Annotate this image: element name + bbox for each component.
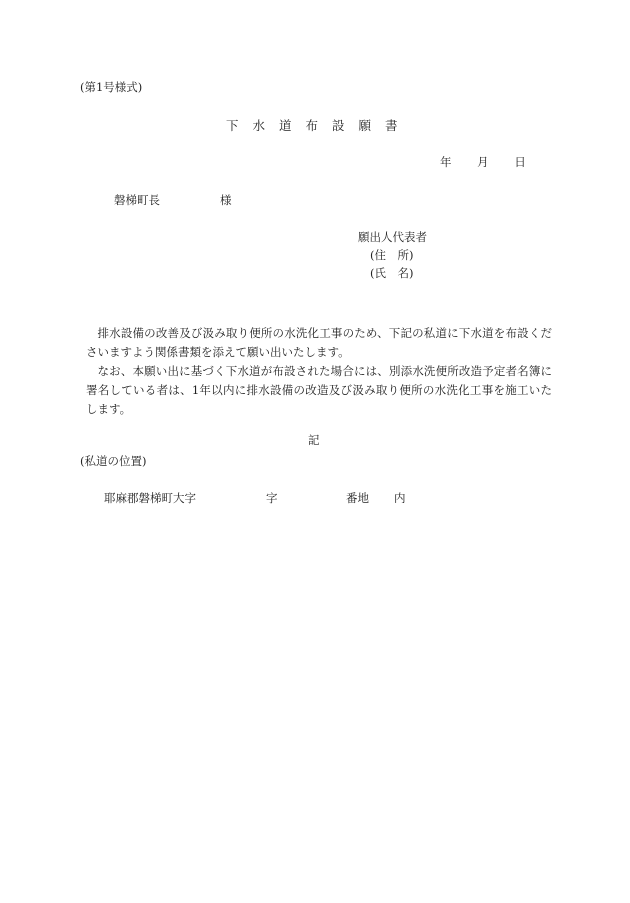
location-banchi: 番地 (346, 491, 369, 505)
form-number: (第1号様式) (80, 80, 143, 94)
applicant-address-label: (住 所) (370, 248, 414, 262)
applicant-title: 願出人代表者 (358, 230, 427, 244)
applicant-name-label: (氏 名) (370, 266, 414, 280)
addressee-honorific: 様 (220, 193, 232, 207)
body-text (86, 324, 552, 419)
location-prefix: 耶麻郡磐梯町大字 (104, 491, 196, 505)
addressee-name: 磐梯町長 (114, 193, 160, 207)
body-paragraph-1: 排水設備の改善及び汲み取り便所の水洗化工事のため、下記の私道に下水道を布設くださいますよう関係書類を添えて願い出いたします。 (86, 326, 552, 359)
body-paragraph-2: なお、本願い出に基づく下水道が布設された場合には、別添水洗便所改造予定者名簿に署名している者は、1年以内に排水設備の改造及び汲み取り便所の水洗化工事を施工いたします。 (86, 364, 552, 416)
date-line (440, 157, 526, 169)
date-year-label: 年 (440, 155, 452, 169)
date-day-label: 日 (514, 155, 526, 169)
date-month-label: 月 (477, 155, 489, 169)
document-title: 下水道布設願書 (226, 118, 412, 133)
location-label: (私道の位置) (80, 454, 147, 468)
location-nai: 内 (394, 491, 406, 505)
location-aza: 字 (266, 491, 278, 505)
ki-heading: 記 (308, 433, 320, 447)
